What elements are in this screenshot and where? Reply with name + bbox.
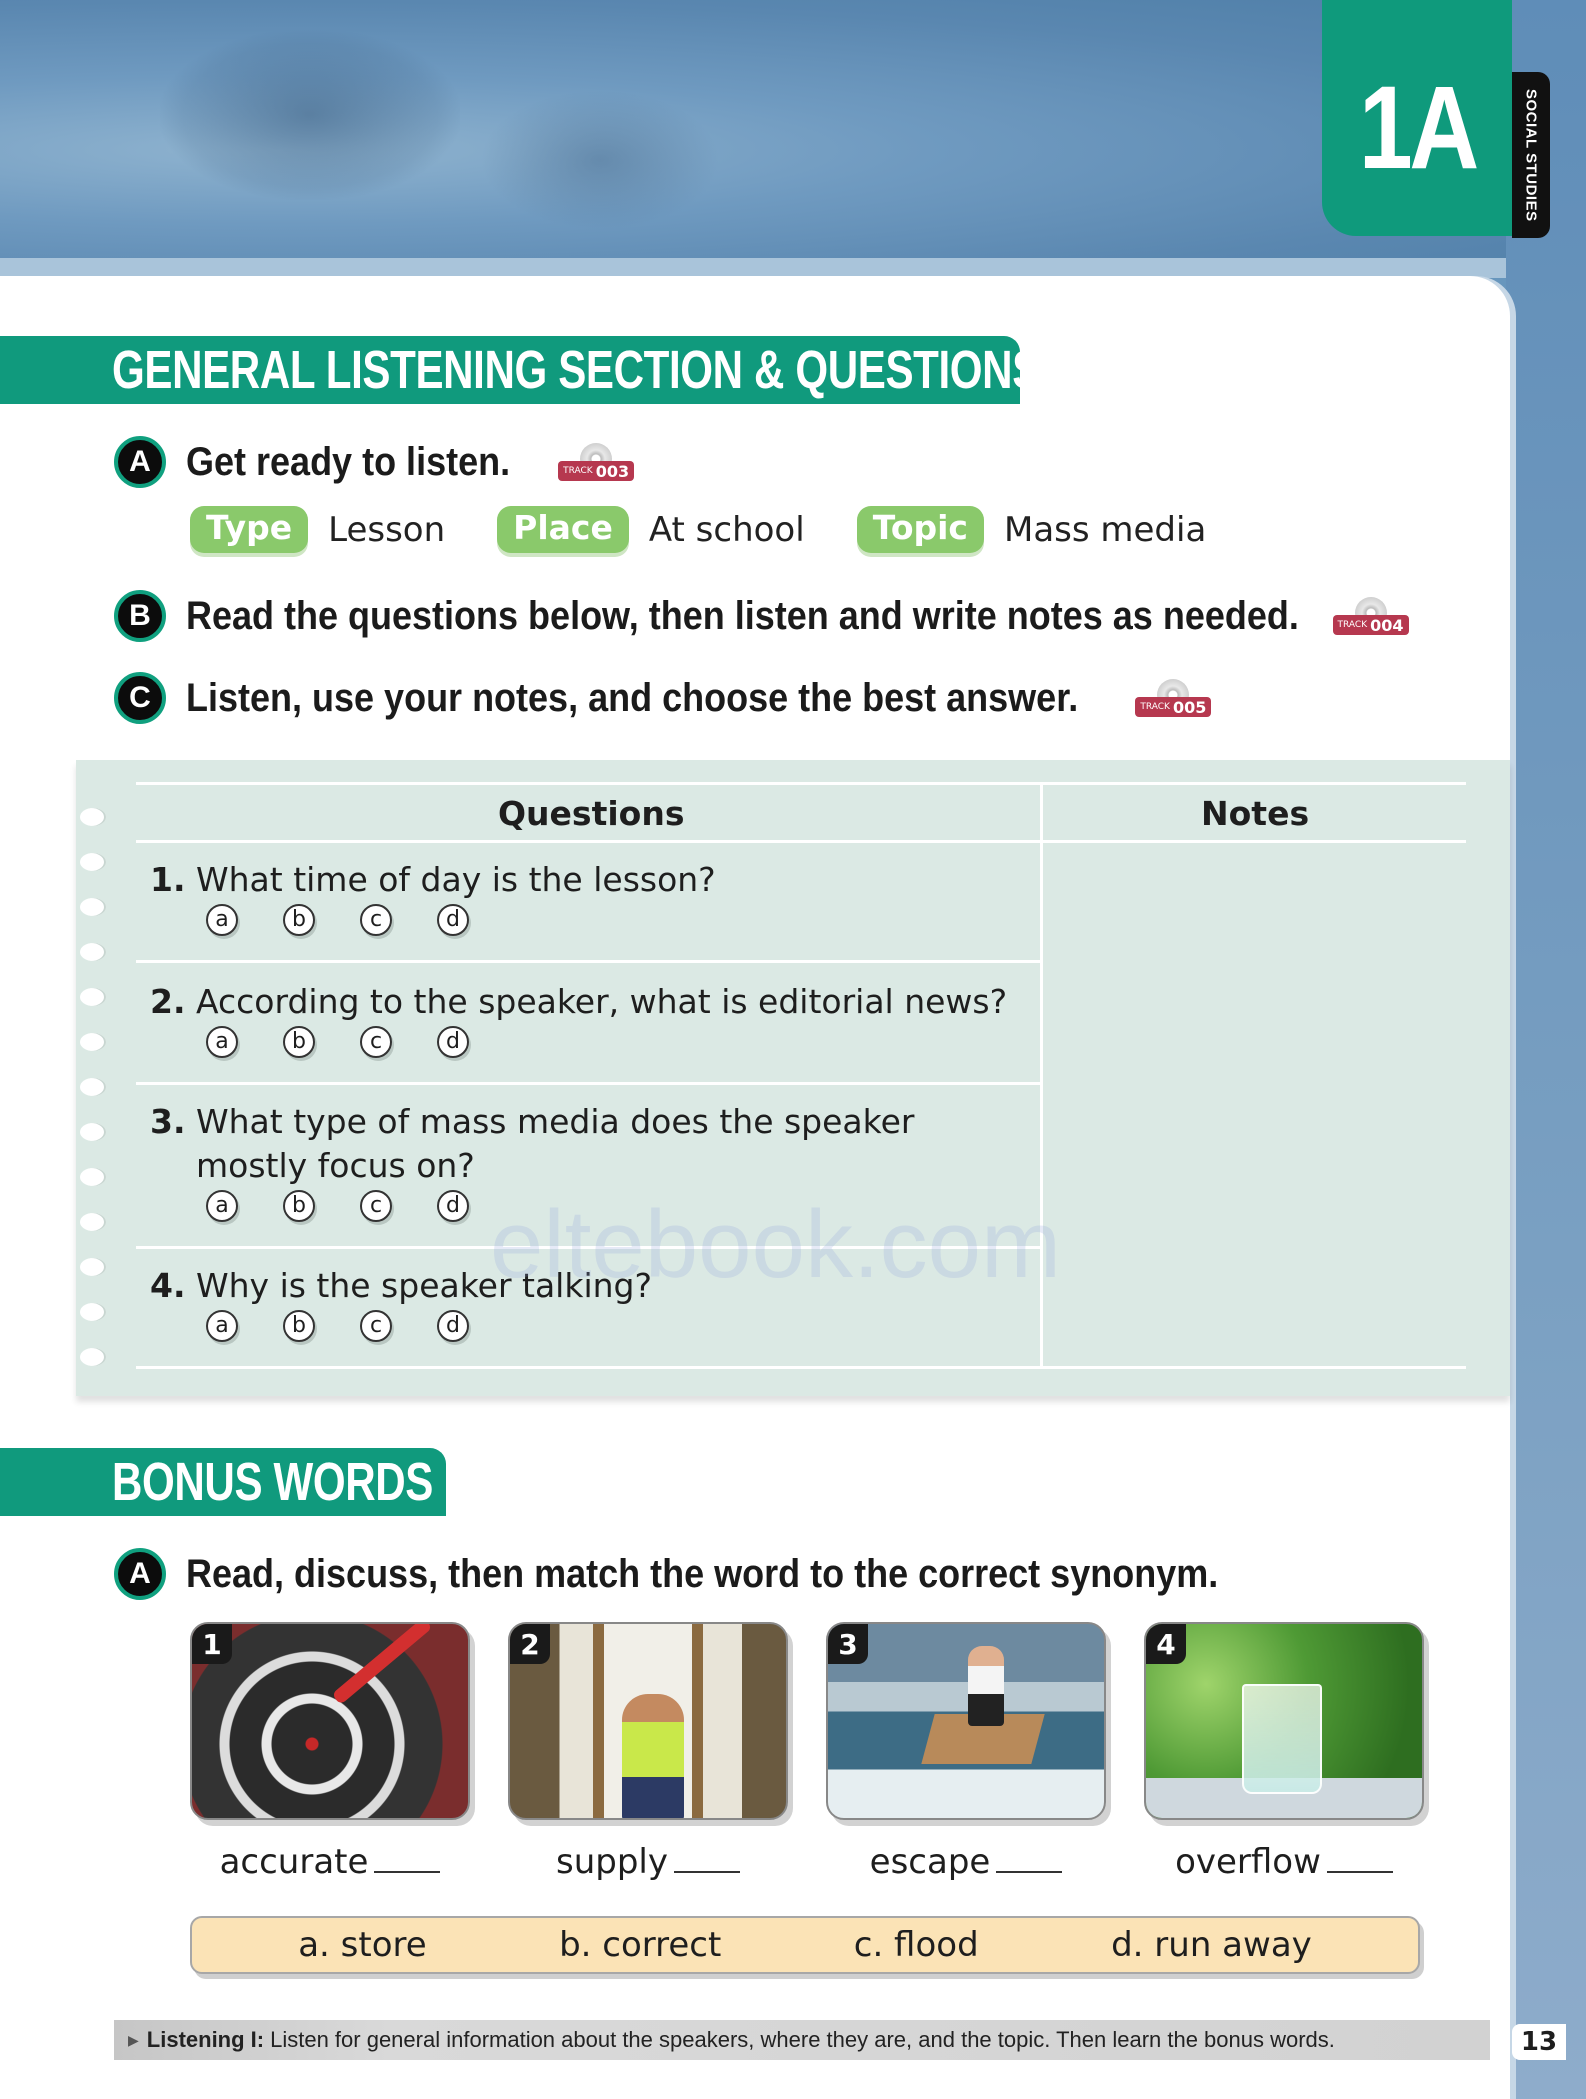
table-rule — [136, 960, 1040, 963]
subject-label: SOCIAL STUDIES — [1522, 88, 1540, 222]
man-shape — [968, 1646, 1004, 1726]
step-text: Listen, use your notes, and choose the best answer. — [186, 675, 1079, 720]
word-item — [826, 1842, 1106, 1882]
option-c[interactable]: c — [360, 904, 392, 936]
side-band — [1506, 0, 1586, 2099]
play-triangle-icon: ▶ — [128, 2031, 139, 2048]
word-item — [1144, 1842, 1424, 1882]
table-rule — [136, 840, 1466, 843]
binder-ring — [80, 1258, 106, 1276]
question-text: According to the speaker, what is editorial news? — [196, 982, 1008, 1021]
chip-type: Type — [190, 506, 308, 553]
word-text: accurate — [219, 1842, 369, 1882]
option-a[interactable]: a — [206, 1026, 238, 1058]
warehouse-photo — [508, 1622, 788, 1820]
answer-blank[interactable] — [1327, 1871, 1393, 1873]
step-badge: A — [114, 436, 166, 488]
word-text: overflow — [1175, 1842, 1321, 1882]
question-number: 4. — [150, 1266, 186, 1305]
question-number: 2. — [150, 982, 186, 1021]
overflowing-glass-photo — [1144, 1622, 1424, 1820]
binder-ring — [80, 898, 106, 916]
track-label: TRACK 004 — [1333, 615, 1409, 635]
binder-ring — [80, 1123, 106, 1141]
option-d[interactable]: d — [437, 1026, 469, 1058]
watermark: eltebook.com — [490, 1191, 1061, 1298]
track-label: TRACK 003 — [558, 461, 634, 481]
context-chips — [190, 506, 1258, 553]
subject-tab — [1512, 72, 1550, 238]
bonus-step-a — [114, 1548, 1333, 1600]
bonus-words-row — [190, 1842, 1424, 1882]
step-text: Get ready to listen. — [186, 439, 511, 484]
binder-ring — [80, 943, 106, 961]
answer-blank[interactable] — [374, 1871, 440, 1873]
binder-ring — [80, 853, 106, 871]
option-b[interactable]: b — [283, 1026, 315, 1058]
glass-shape — [1242, 1684, 1322, 1794]
page-number: 13 — [1512, 2024, 1566, 2060]
table-rule — [136, 782, 1466, 785]
binder-ring — [80, 1078, 106, 1096]
photo-number: 2 — [510, 1624, 550, 1664]
chapter-tab — [1322, 0, 1512, 236]
option-a[interactable]: a — [206, 1190, 238, 1222]
track-label: TRACK 005 — [1135, 697, 1211, 717]
binder-ring — [80, 988, 106, 1006]
question-text: What time of day is the lesson? — [196, 860, 716, 899]
answer-blank[interactable] — [674, 1871, 740, 1873]
question-text: What type of mass media does the speaker mostly focus on? — [196, 1102, 915, 1185]
step-badge: C — [114, 672, 166, 724]
step-badge: A — [114, 1548, 166, 1600]
option-d[interactable]: d — [437, 904, 469, 936]
dart-shape — [332, 1622, 433, 1705]
track-icon[interactable] — [1333, 597, 1409, 635]
binder-ring — [80, 1168, 106, 1186]
word-item — [190, 1842, 470, 1882]
option-a[interactable]: a — [206, 904, 238, 936]
car-image-2 — [480, 90, 720, 230]
synonym-option: a. store — [298, 1925, 427, 1965]
word-item — [508, 1842, 788, 1882]
column-header-notes: Notes — [1201, 794, 1310, 833]
step-badge: B — [114, 590, 166, 642]
binder-ring — [80, 1348, 106, 1366]
synonym-option: c. flood — [853, 1925, 979, 1965]
dartboard-photo — [190, 1622, 470, 1820]
track-icon[interactable] — [1135, 679, 1211, 717]
footer-label: Listening I: — [146, 2027, 265, 2052]
step-text: Read, discuss, then match the word to the correct synonym. — [186, 1551, 1219, 1596]
binder-ring — [80, 1213, 106, 1231]
table-rule — [136, 1366, 1466, 1369]
question-1 — [150, 858, 1030, 936]
question-number: 3. — [150, 1102, 186, 1141]
step-b — [114, 590, 1409, 642]
section-title: GENERAL LISTENING SECTION & QUESTIONS — [112, 340, 1040, 400]
track-icon[interactable] — [558, 443, 634, 481]
synonym-options-box — [190, 1916, 1420, 1974]
binder-ring — [80, 1303, 106, 1321]
photo-number: 3 — [828, 1624, 868, 1664]
chip-place: Place — [497, 506, 629, 553]
option-b[interactable]: b — [283, 904, 315, 936]
binder-ring — [80, 1033, 106, 1051]
header-strip — [0, 258, 1520, 278]
synonym-option: b. correct — [559, 1925, 722, 1965]
chip-type-value: Lesson — [328, 509, 446, 550]
step-text: Read the questions below, then listen and write notes as needed. — [186, 593, 1299, 638]
chip-topic: Topic — [857, 506, 984, 553]
table-rule — [136, 1082, 1040, 1085]
section-banner-bonus-words — [0, 1448, 446, 1516]
chapter-number: 1A — [1358, 62, 1476, 194]
chip-place-value: At school — [648, 509, 805, 550]
footer-note — [114, 2020, 1490, 2060]
option-c[interactable]: c — [360, 1190, 392, 1222]
photo-number: 1 — [192, 1624, 232, 1664]
question-2 — [150, 980, 1030, 1058]
bonus-photos — [190, 1622, 1424, 1820]
synonym-option: d. run away — [1111, 1925, 1312, 1965]
option-c[interactable]: c — [360, 1310, 392, 1342]
car-image — [160, 30, 460, 200]
word-text: supply — [556, 1842, 668, 1882]
option-d[interactable]: d — [437, 1190, 469, 1222]
option-a[interactable]: a — [206, 1310, 238, 1342]
option-b[interactable]: b — [283, 1310, 315, 1342]
chip-topic-value: Mass media — [1003, 509, 1207, 550]
question-number: 1. — [150, 860, 186, 899]
option-d[interactable]: d — [437, 1310, 469, 1342]
question-text: Why is the speaker talking? — [196, 1266, 653, 1305]
section-title: BONUS WORDS — [112, 1452, 433, 1512]
footer-text: Listen for general information about the speakers, where they are, and the topic. Then learn the bonus words. — [270, 2027, 1335, 2052]
column-header-questions: Questions — [498, 794, 685, 833]
worker-shape — [622, 1694, 684, 1820]
step-a — [114, 436, 634, 488]
boat-escape-photo — [826, 1622, 1106, 1820]
photo-number: 4 — [1146, 1624, 1186, 1664]
section-banner-listening — [0, 336, 1040, 404]
word-text: escape — [869, 1842, 991, 1882]
binder-ring — [80, 808, 106, 826]
option-b[interactable]: b — [283, 1190, 315, 1222]
option-c[interactable]: c — [360, 1026, 392, 1058]
step-c — [114, 672, 1211, 724]
answer-blank[interactable] — [996, 1871, 1062, 1873]
